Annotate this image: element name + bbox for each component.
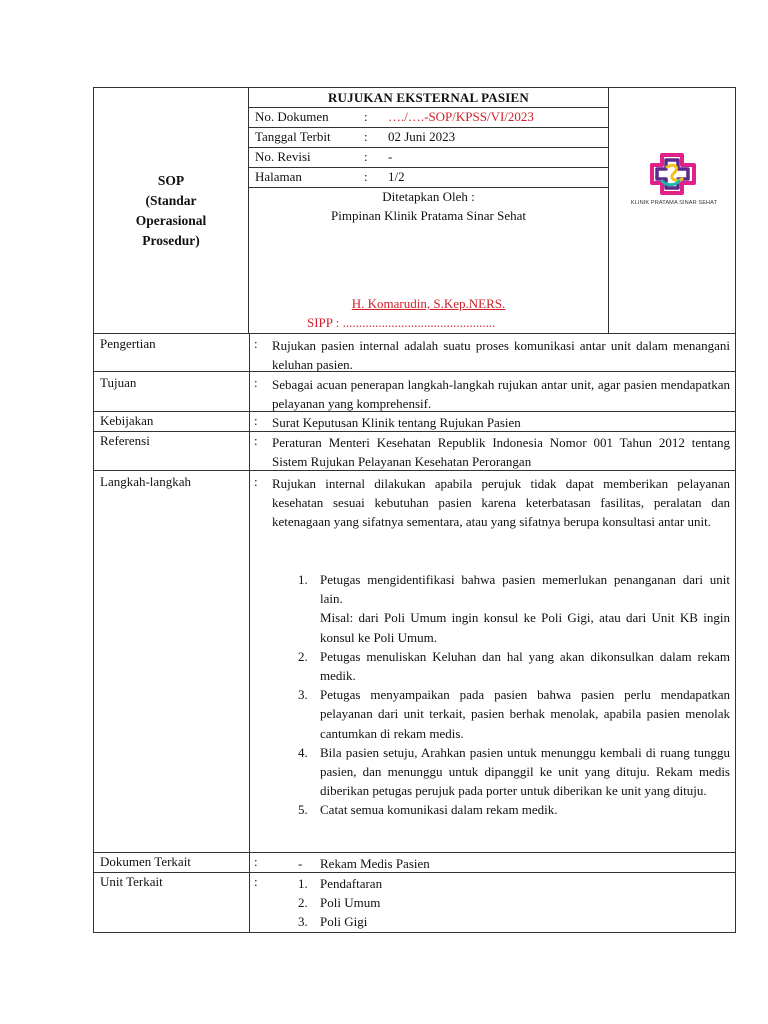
step-text: Bila pasien setuju, Arahkan pasien untuk menunggu kembali di ruang tunggu pasien, dan menunggu untuk dipanggil ke unit yang dituju. Rekam medis diberikan petugas perujuk pada porter untuk diberikan ke unit yang dituju. — [320, 744, 730, 799]
step-number: 5. — [298, 802, 308, 818]
section-text: Peraturan Menteri Kesehatan Republik Indonesia Nomor 001 Tahun 2012 tentang Sistem Rujukan Pelayanan Kesehatan Perorangan — [272, 435, 730, 470]
document-header — [93, 87, 736, 334]
section-text: Surat Keputusan Klinik tentang Rujukan Pasien — [272, 415, 521, 430]
section-label: Tujuan — [100, 375, 137, 390]
step-example: Misal: dari Poli Umum ingin konsul ke Poli Gigi, atau dari Unit KB ingin konsul ke Poli Umum. — [320, 610, 730, 645]
list-item — [272, 647, 730, 685]
meta-colon: : — [364, 169, 368, 184]
meta-key: Tanggal Terbit — [255, 129, 331, 144]
sop-label-line: (Standar — [145, 192, 197, 208]
section-tujuan — [94, 372, 735, 412]
item-number: 3. — [298, 914, 308, 929]
list-item — [272, 570, 730, 647]
meta-value: - — [388, 149, 393, 164]
sop-label-line: Operasional — [135, 212, 207, 228]
clinic-logo-text: KLINIK PRATAMA SINAR SEHAT — [630, 200, 718, 206]
meta-colon: : — [364, 129, 368, 144]
meta-row-revision — [249, 148, 608, 168]
section-langkah-langkah — [94, 471, 735, 853]
sipp-number: SIPP : ............................................... — [307, 315, 496, 330]
meta-key: No. Dokumen — [255, 109, 329, 124]
meta-value: 02 Juni 2023 — [388, 129, 456, 144]
step-text: Petugas menuliskan Keluhan dan hal yang akan dikonsulkan dalam rekam medik. — [320, 648, 730, 684]
meta-value: 1/2 — [388, 169, 405, 184]
section-colon: : — [254, 336, 258, 351]
section-text: Sebagai acuan penerapan langkah-langkah rujukan antar unit, agar pasien mendapatkan pelayanan yang komprehensif. — [272, 377, 730, 412]
section-label: Unit Terkait — [100, 874, 163, 889]
header-info-cell — [249, 88, 609, 333]
item-number: 2. — [298, 895, 308, 910]
step-number: 1. — [298, 572, 308, 587]
sop-label-cell — [94, 88, 249, 333]
procedure-intro: Rujukan internal dilakukan apabila perujuk tidak dapat memberikan pelayanan kesehatan sesuai kebutuhan pasien karena keterbatasan fasilitas, peralatan dan ketenagaan yang sifatnya sementara, atau yang sifatnya berupa konsultasi antar unit. — [272, 476, 730, 530]
meta-key: Halaman — [255, 169, 302, 184]
sop-label-line: SOP — [157, 172, 185, 188]
section-pengertian — [94, 333, 735, 372]
section-colon: : — [254, 433, 258, 448]
procedure-steps — [272, 570, 730, 820]
clinic-logo — [624, 151, 724, 213]
meta-colon: : — [364, 109, 368, 124]
section-referensi — [94, 432, 735, 471]
section-dokumen-terkait — [94, 853, 735, 873]
section-label: Referensi — [100, 433, 150, 448]
meta-row-issue-date — [249, 128, 608, 148]
step-number: 4. — [298, 744, 308, 760]
step-text: Catat semua komunikasi dalam rekam medik. — [320, 802, 558, 818]
section-colon: : — [254, 413, 258, 428]
approval-heading: Ditetapkan Oleh : — [382, 189, 475, 204]
section-label: Pengertian — [100, 336, 156, 351]
section-colon: : — [254, 375, 258, 390]
section-colon: : — [254, 874, 258, 889]
sop-label-line: Prosedur) — [142, 232, 200, 248]
item-text: Pendaftaran — [320, 876, 383, 891]
sop-content-table — [93, 333, 736, 933]
step-number: 3. — [298, 687, 308, 703]
step-number: 2. — [298, 648, 308, 664]
meta-row-document-number — [249, 108, 608, 128]
document-title: RUJUKAN EKSTERNAL PASIEN — [249, 88, 608, 108]
section-kebijakan — [94, 412, 735, 432]
meta-value: …./….-SOP/KPSS/VI/2023 — [388, 109, 534, 124]
step-text: Petugas mengidentifikasi bahwa pasien memerlukan penanganan dari unit lain. — [320, 572, 730, 607]
approval-authority: Pimpinan Klinik Pratama Sinar Sehat — [331, 208, 526, 223]
section-text: Rujukan pasien internal adalah suatu proses komunikasi antar unit dalam menangani keluhan pasien. — [272, 338, 730, 373]
section-colon: : — [254, 474, 258, 489]
signatory-name: H. Komarudin, S.Kep.NERS. — [351, 296, 506, 311]
item-text: Rekam Medis Pasien — [320, 856, 430, 871]
list-item — [272, 800, 730, 819]
approval-block — [249, 188, 608, 334]
logo-cell — [609, 88, 735, 333]
list-item — [272, 743, 730, 801]
item-number: 1. — [298, 876, 308, 891]
meta-row-page — [249, 168, 608, 188]
step-text: Petugas menyampaikan pada pasien bahwa pasien perlu mendapatkan pelayanan dari unit terkait, pasien berhak menolak, apabila pasien menolak cantumkan di rekam medis. — [320, 687, 730, 741]
list-item — [272, 685, 730, 743]
section-colon: : — [254, 854, 258, 869]
section-unit-terkait — [94, 873, 735, 932]
cross-logo-icon — [646, 151, 700, 197]
section-label: Kebijakan — [100, 413, 154, 428]
meta-key: No. Revisi — [255, 149, 311, 164]
section-text — [272, 474, 730, 818]
item-bullet: - — [298, 856, 303, 871]
item-text: Poli Umum — [320, 895, 381, 910]
meta-colon: : — [364, 149, 368, 164]
item-text: Poli Gigi — [320, 914, 368, 929]
section-label: Langkah-langkah — [100, 474, 191, 489]
section-label: Dokumen Terkait — [100, 854, 191, 869]
